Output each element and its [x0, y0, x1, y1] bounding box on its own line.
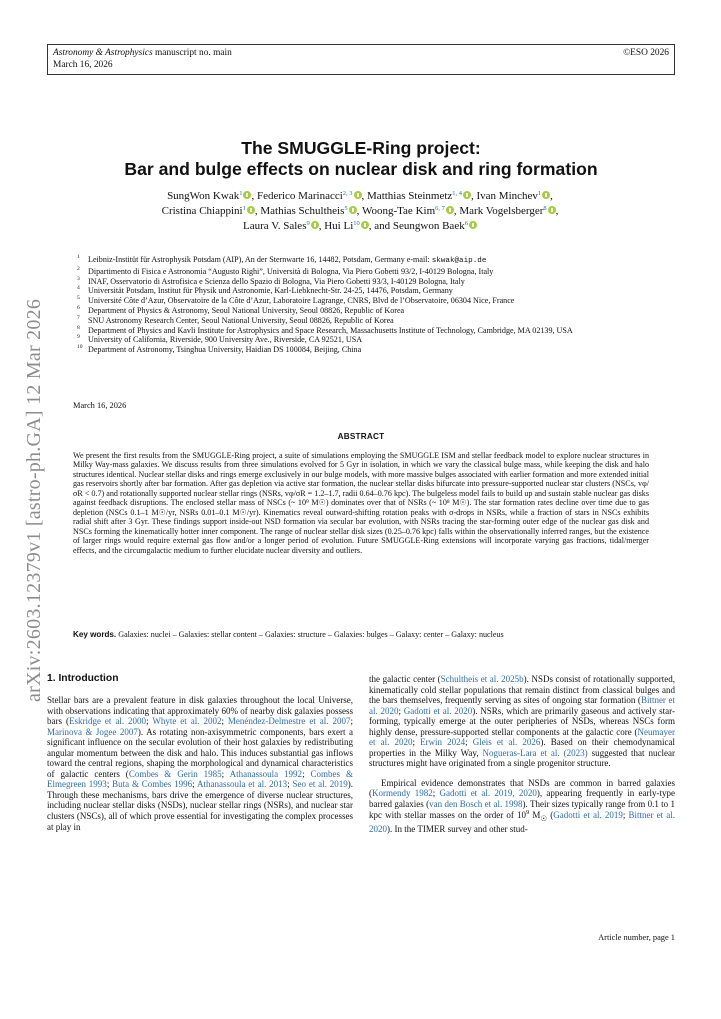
abstract-heading: ABSTRACT [337, 432, 385, 441]
page-footer: Article number, page 1 [598, 933, 675, 942]
orcid-icon[interactable] [542, 191, 550, 199]
orcid-icon[interactable] [247, 206, 255, 214]
abstract-text: We present the first results from the SMUGGLE-Ring project, a suite of simulations employing the SMUGGLE ISM and stellar feedback model to explore nuclear structures in Milky Way-mass galaxies. We discuss results from three simulations evolved for 5 Gyr in isolation, in which we vary the classical bulge mass, while keeping the disk and halo structures identical. Nuclear stellar disks and rings emerge exclusively in our bulge models, with more massive bulges associated with earlier formation and more extended initial gas reservoirs shortly after bar formation. After gas depletion via active star formation, the nuclear stellar disks bifurcate into pressure-supported nuclear star clusters (NSCs, vφ/σR < 0.7) and rotationally supported nuclear stellar rings (NSRs, vφ/σR = 1.2–1.7, radii 0.64–0.76 kpc). The bulgeless model fails to build up and sustain stable nuclear gas disks against feedback disruptions. The enclosed stellar mass of NSCs (~ 10⁹ M☉) dominates over that of NSRs (~ 10⁸ M☉). The star formation rates decline over time due to gas depletion (NSCs 0.1–1 M☉/yr, NSRs 0.01–0.1 M☉/yr). Kinematics reveal outward-shifting rotation peaks with σ-drops in NSRs, while a fraction of stars in NSCs exhibits radial shift after 3 Gyr. These findings support inside-out NSD formation via secular bar evolution, with NSRs tracing the star-forming outer edge of the nuclear gas disk and NSCs forming the kinematically hotter inner component. The range of nuclear stellar disk sizes (0.25–0.76 kpc) falls within the observationally inferred ranges, but the existence of larger rings would require external gas flow and/or a longer period of evolution. Future SMUGGLE-Ring extensions will incorporate varying gas fractions, tidal/merger effects, and the circumgalactic medium to further elucidate nuclear diversity and outliers. [73, 451, 649, 555]
author: Mark Vogelsberger$^8$ [459, 205, 555, 217]
paper-title [47, 138, 675, 180]
citation-link[interactable]: Neumayer et al. 2020 [369, 726, 675, 748]
affiliation-item: 5 Université Côte d’Azur, Observatoire de la Côte d’Azur, Laboratoire Lagrange, CNRS, Blvd de l’Observatoire, 06304 Nice, France [77, 295, 515, 306]
citation-link[interactable]: van den Bosch et al. 1998 [429, 799, 523, 810]
header-date: March 16, 2026 [53, 60, 113, 70]
orcid-icon[interactable] [463, 191, 471, 199]
affiliation-item: 10 Department of Astronomy, Tsinghua University, Haidian DS 100084, Beijing, China [77, 344, 362, 355]
citation-link[interactable]: Erwin 2024 [420, 737, 466, 748]
affiliation-item: 7 SNU Astronomy Research Center, Seoul National University, Seoul 08826, Republic of Korea [77, 314, 394, 325]
orcid-icon[interactable] [311, 221, 319, 229]
keywords [73, 630, 663, 640]
paragraph: the galactic center (Schultheis et al. 2025b). NSDs consist of rotationally supported, kinematically cold stellar populations that remain distinct from classical bulges and the bars themselves, frequently serving as sites of ongoing star formation (Bittner et al. 2020; Gadotti et al. 2020). NSRs, which are primarily gaseous and actively star-forming, typically emerge at the outer peripheries of NSDs, whereas NSCs form highly dense, pressure-supported stellar components at the galactic core (Neumayer et al. 2020; Erwin 2024; Gleis et al. 2026). Based on their chemodynamical properties in the Milky Way, Nogueras-Lara et al. (2023) suggested that nuclear structures might have originated from a single progenitor structure. [369, 674, 675, 769]
citation-link[interactable]: Gadotti et al. 2019, 2020 [439, 788, 537, 799]
keywords-label: Key words. [73, 630, 117, 639]
author-affiliation-ref[interactable]: 1 [537, 190, 542, 197]
author-affiliation-ref[interactable]: 1, 4 [452, 190, 463, 197]
author-affiliation-ref[interactable]: 6 [464, 220, 468, 228]
author-affiliation-ref[interactable]: 1 [239, 190, 243, 197]
keywords-text: Galaxies: nuclei – Galaxies: stellar content – Galaxies: structure – Galaxies: bulges – Galaxy: center – Galaxy: nucleus [118, 630, 504, 639]
affiliation-item: 9 University of California, Riverside, 900 University Ave., Riverside, CA 92521, USA [77, 334, 363, 345]
citation-link[interactable]: Gleis et al. 2026 [472, 737, 541, 748]
orcid-icon[interactable] [548, 206, 556, 214]
section-heading: 1. Introduction [47, 673, 119, 684]
author-affiliation-ref[interactable]: 8 [543, 205, 547, 213]
orcid-icon[interactable] [354, 191, 362, 199]
header-copyright: ©ESO 2026 [623, 48, 669, 58]
author-affiliation-ref[interactable]: 6, 7 [435, 205, 445, 213]
affiliation-item: 2 Dipartimento di Fisica e Astronomia “Augusto Righi”, Università di Bologna, Via Piero Gobetti 93/2, I-40129 Bologna, Italy [77, 265, 494, 276]
header-left [53, 47, 232, 71]
citation-link[interactable]: Seo et al. 2019 [292, 779, 348, 790]
citation-link[interactable]: Whyte et al. 2002 [152, 716, 222, 727]
arxiv-stamp-text: arXiv:2603.12379v1 [astro-ph.GA] 12 Mar 2026 [23, 298, 45, 702]
author: Mathias Schultheis$^5$ [260, 205, 356, 217]
orcid-icon[interactable] [243, 191, 251, 199]
author: Matthias Steinmetz$^{1, 4}$ [367, 190, 471, 202]
manuscript-header-box [47, 44, 675, 75]
citation-link[interactable]: Gadotti et al. 2019 [553, 809, 623, 820]
author-list: SungWon Kwak$^1$ , Federico Marinacci$^{2, 3}$ , Matthias Steinmetz$^{1, 4}$ , Ivan Minchev$^1$ , Cristina Chiappini$^1$ , Mathias Schultheis$^5$ , Woong-Tae Kim$^{6, 7}$ , Mark Vogelsberger$^8$ , Laura V. Sales$^9$ , Hui Li$^{10}$ , and Seungwon Baek$^6$ [161, 190, 559, 233]
orcid-icon[interactable] [446, 206, 454, 214]
journal-name: Astronomy & Astrophysics [53, 48, 153, 58]
citation-link[interactable]: Combes & Gerin 1985 [128, 768, 222, 779]
author: Hui Li$^{10}$ [324, 220, 369, 232]
citation-link[interactable]: Bittner et al. 2020 [369, 809, 675, 834]
citation-link[interactable]: Nogueras-Lara et al. (2023) [482, 747, 588, 758]
author-affiliation-ref[interactable]: 10 [353, 220, 360, 228]
orcid-icon[interactable] [349, 206, 357, 214]
citation-link[interactable]: Bittner et al. 2020 [369, 695, 675, 716]
title-line-1: The SMUGGLE-Ring project: [241, 138, 481, 158]
author-affiliation-ref[interactable]: 1 [242, 205, 246, 213]
citation-link[interactable]: Athanassoula et al. 2013 [196, 779, 288, 790]
citation-link[interactable]: Gadotti et al. 2020 [403, 705, 473, 716]
email-link[interactable]: skwak@aip.de [431, 257, 487, 265]
author: Woong-Tae Kim$^{6, 7}$ [362, 205, 454, 217]
arxiv-stamp[interactable] [14, 262, 58, 702]
paragraph: Empirical evidence demonstrates that NSDs are common in barred galaxies (Kormendy 1982; Gadotti et al. 2019, 2020), appearing frequently in early-type barred galaxies (van den Bosch et al. 1998). Their sizes typically range from 0.1 to 1 kpc with stellar masses on the order of $10^9$ $M_☉$ (Gadotti et al. 2019; Bittner et al. 2020). In the TIMER survey and other stud- [369, 777, 676, 834]
citation-link[interactable]: Kormendy 1982 [372, 788, 433, 799]
title-line-2: Bar and bulge effects on nuclear disk and ring formation [124, 159, 598, 179]
author: Seungwon Baek$^6$ [393, 220, 477, 232]
affiliation-item: 1 Leibniz-Institüt für Astrophysik Potsdam (AIP), An der Sternwarte 16, 14482, Potsdam, Germany e-mail: skwak@aip.de [77, 254, 487, 265]
citation-link[interactable]: Athanassoula 1992 [229, 768, 303, 779]
affiliation-item: 8 Department of Physics and Kavli Institute for Astrophysics and Space Research, Massachusetts Institute of Technology, Cambridge, MA 02139, USA [77, 324, 573, 335]
citation-link[interactable]: Marinova & Jogee 2007 [47, 726, 138, 737]
author: Cristina Chiappini$^1$ [162, 205, 255, 217]
affiliation-item: 4 Universität Potsdam, Institut für Physik und Astronomie, Karl-Liebknecht-Str. 24-25, 14476, Potsdam, Germany [77, 285, 453, 296]
citation-link[interactable]: Buta & Combes 1996 [112, 779, 193, 790]
affiliation-item: 3 INAF, Osservatorio di Astrofisica e Scienza dello Spazio di Bologna, Via Piero Gobetti 93/3, I-40129 Bologna, Italy [77, 275, 465, 286]
paper-date: March 16, 2026 [73, 401, 127, 410]
orcid-icon[interactable] [361, 221, 369, 229]
manuscript-number: manuscript no. main [155, 48, 232, 58]
author: Federico Marinacci$^{2, 3}$ [257, 190, 362, 202]
author: Laura V. Sales$^9$ [243, 220, 319, 232]
author-affiliation-ref[interactable]: 2, 3 [342, 190, 353, 197]
body-column-right [369, 674, 675, 834]
author-affiliation-ref[interactable]: 5 [344, 205, 348, 213]
paragraph: Stellar bars are a prevalent feature in disk galaxies throughout the local Universe, with observations indicating that approximately 60% of nearby disk galaxies possess bars (Eskridge et al. 2000; Whyte et al. 2002; Menéndez-Delmestre et al. 2007; Marinova & Jogee 2007). As rotating non-axisymmetric components, bars exert a significant influence on the secular evolution of their host galaxies by redistributing angular momentum between the disk and halo. This induces substantial gas inflows toward the central regions, shaping the morphological and dynamical characteristics of galactic centers (Combes & Gerin 1985; Athanassoula 1992; Combes & Elmegreen 1993; Buta & Combes 1996; Athanassoula et al. 2013; Seo et al. 2019). Through these mechanisms, bars drive the emergence of diverse nuclear structures, including nuclear stellar disks (NSDs), nuclear stellar rings (NSRs), and nuclear star clusters (NSCs), all of which prove essential for investigating the complex processes at play in [47, 695, 354, 832]
author-affiliation-ref[interactable]: 9 [306, 220, 310, 228]
author: Ivan Minchev$^1$ [477, 190, 551, 202]
body-column-left [47, 695, 353, 832]
citation-link[interactable]: Schultheis et al. 2025b [440, 674, 524, 684]
author: SungWon Kwak$^1$ [167, 190, 251, 202]
affiliation-list [77, 255, 657, 355]
citation-link[interactable]: Combes & Elmegreen 1993 [47, 768, 353, 790]
affiliation-item: 6 Department of Physics & Astronomy, Seoul National University, Seoul 08826, Republic of Korea [77, 304, 405, 315]
citation-link[interactable]: Eskridge et al. 2000 [68, 716, 147, 727]
citation-link[interactable]: Menéndez-Delmestre et al. 2007 [227, 716, 351, 727]
orcid-icon[interactable] [469, 221, 477, 229]
